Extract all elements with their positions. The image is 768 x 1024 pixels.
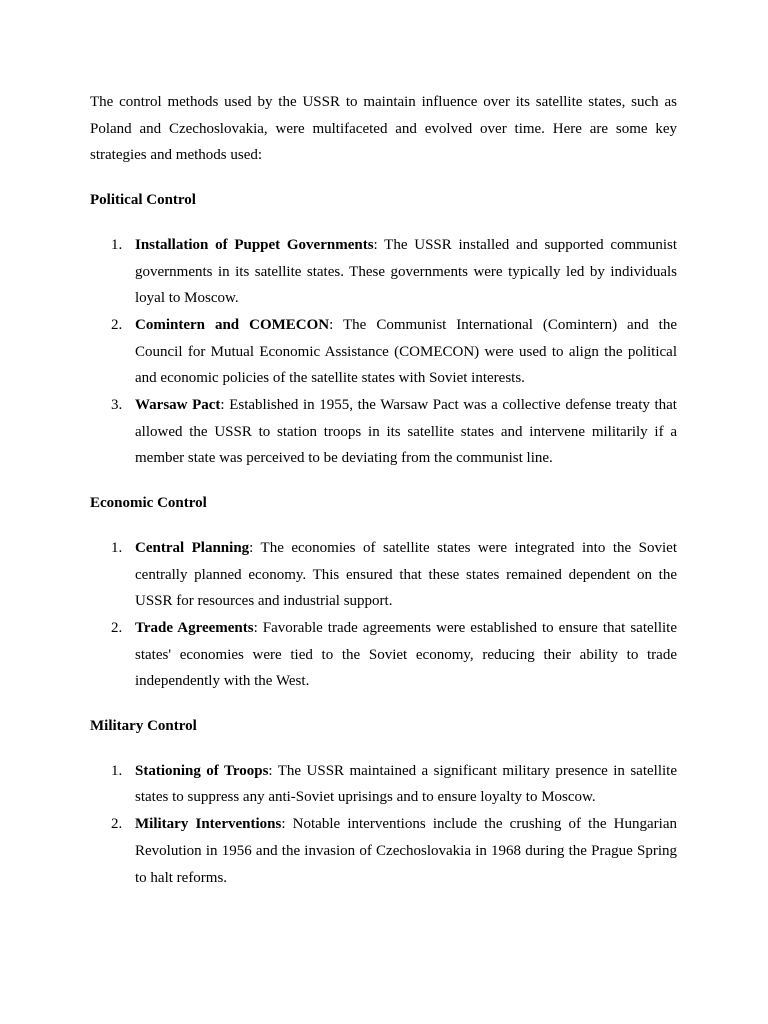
list-item [111, 535, 677, 615]
list-item [111, 312, 678, 392]
intro-paragraph: The control methods used by the USSR to maintain influence over its satellite states, such as Poland and Czechoslovakia, were multifaceted and evolved over time. Here are some key strategies and methods used: [90, 94, 677, 164]
list-item-number: 2. [111, 816, 123, 833]
list-item-number: 2. [111, 316, 123, 333]
list-item-term: Installation of Puppet Governments [135, 236, 374, 253]
list-item [111, 392, 677, 472]
list-item-term: Stationing of Troops [135, 762, 269, 779]
list-item-term: Warsaw Pact [135, 397, 221, 414]
list-item-number: 2. [111, 619, 123, 636]
list-item-number: 1. [111, 539, 123, 556]
list-item-number: 1. [111, 762, 123, 779]
list-item [111, 232, 677, 312]
list-item-text: : The USSR installed and supported communist governments in its satellite states. These governments were typically led by individuals loyal to Moscow. [135, 236, 677, 307]
list-item-text: : The economies of satellite states were integrated into the Soviet centrally planned economy. This ensured that these states remained dependent on the USSR for resources and industrial support. [135, 539, 677, 610]
list-item-term: Comintern and COMECON [135, 316, 330, 333]
section-heading-military: Military Control [90, 718, 197, 735]
list-item-text: : The Communist International (Comintern) and the Council for Mutual Economic Assistance (COMECON) were used to align the political and economic policies of the satellite states with Soviet interests. [135, 316, 678, 387]
list-item-text: : Notable interventions include the crushing of the Hungarian Revolution in 1956 and the invasion of Czechoslovakia in 1968 during the Prague Spring to halt reforms. [135, 816, 677, 886]
list-item-term: Trade Agreements [135, 619, 254, 636]
list-item [111, 615, 677, 695]
military-control-list [90, 758, 677, 892]
list-item [111, 811, 677, 891]
list-item [111, 758, 677, 811]
section-heading-political: Political Control [90, 192, 196, 209]
list-item-term: Military Interventions [135, 816, 282, 833]
list-item-text: : Favorable trade agreements were established to ensure that satellite states' economies were tied to the Soviet economy, reducing their ability to trade independently with the West. [135, 619, 677, 690]
list-item-text: : Established in 1955, the Warsaw Pact was a collective defense treaty that allowed the USSR to station troops in its satellite states and intervene militarily if a member state was perceived to be deviating from the communist line. [135, 397, 677, 467]
list-item-term: Central Planning [135, 539, 250, 556]
list-item-number: 1. [111, 236, 123, 253]
list-item-number: 3. [111, 397, 123, 414]
document-page [90, 89, 677, 909]
economic-control-list [90, 535, 677, 695]
political-control-list [90, 232, 677, 472]
list-item-text: : The USSR maintained a significant military presence in satellite states to suppress any anti-Soviet uprisings and to ensure loyalty to Moscow. [135, 762, 677, 806]
section-heading-economic: Economic Control [90, 495, 207, 512]
